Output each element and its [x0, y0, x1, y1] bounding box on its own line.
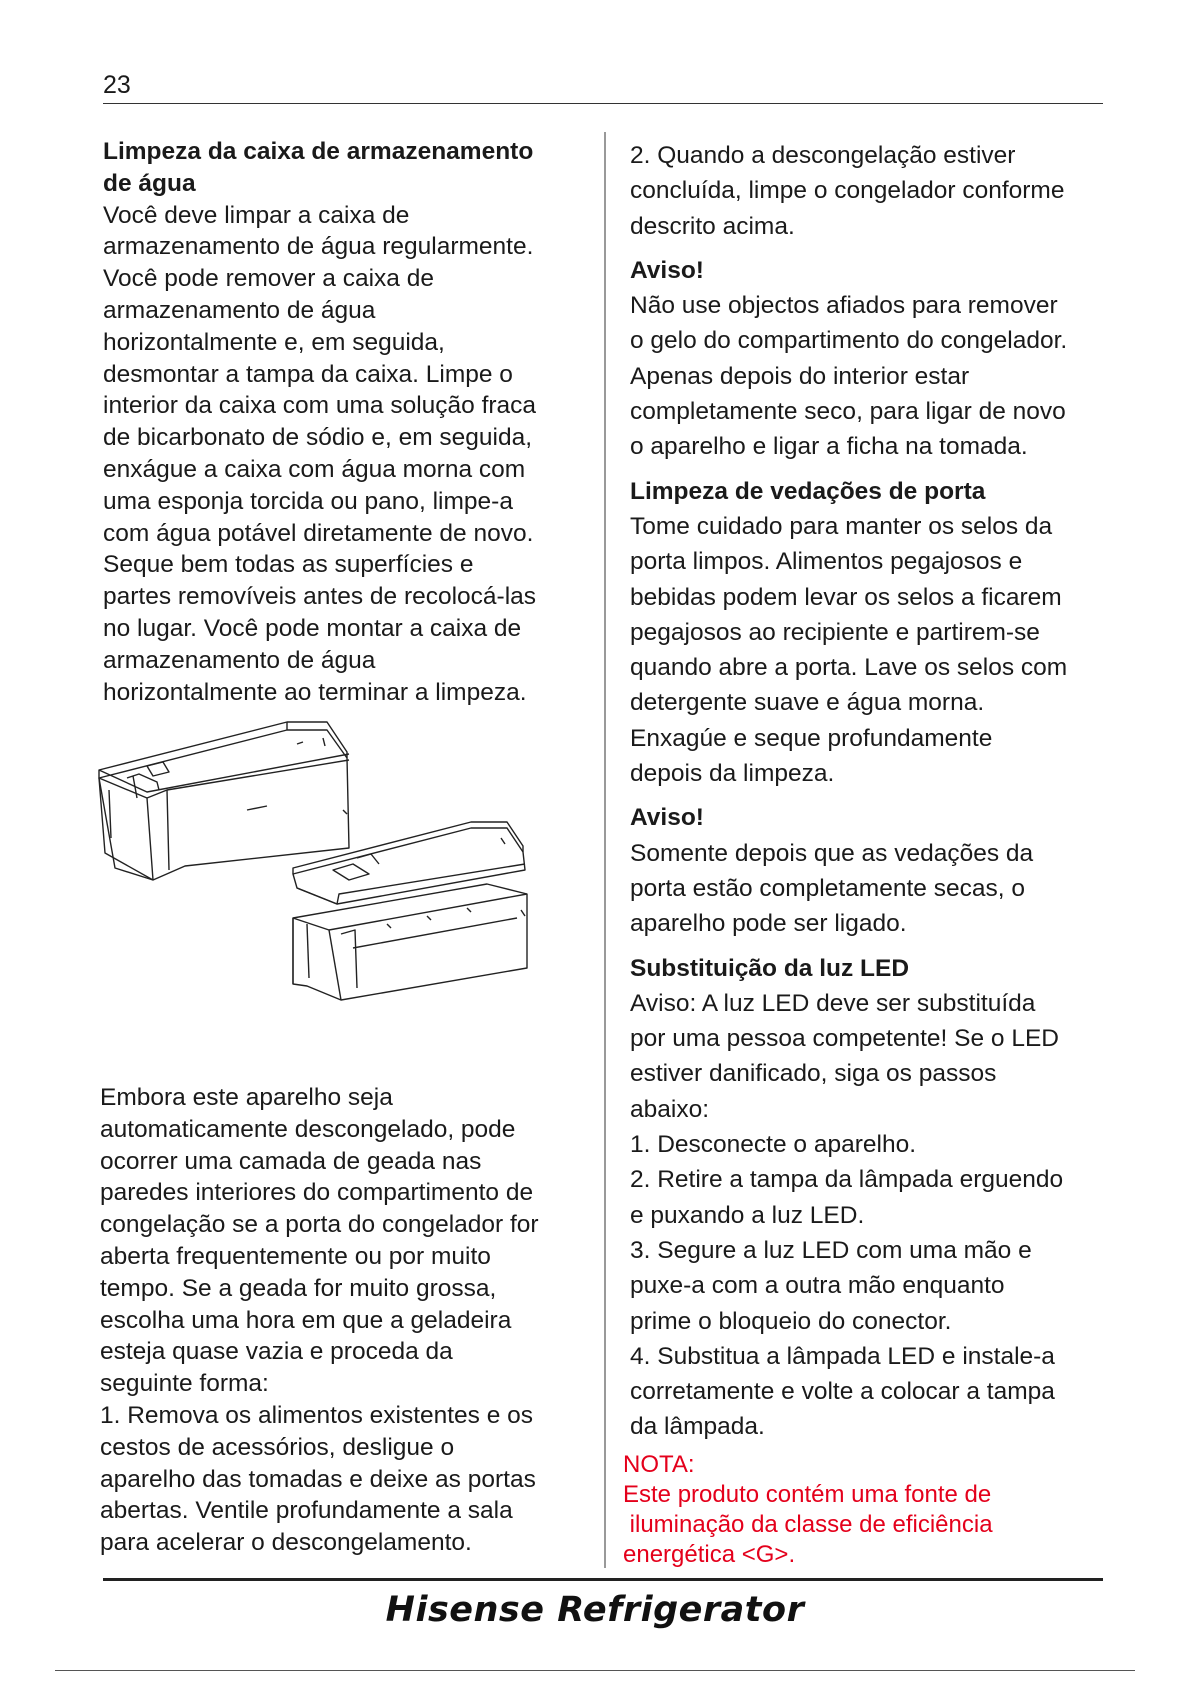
- text-line: horizontalmente ao terminar a limpeza.: [103, 678, 527, 706]
- text-line: esteja quase vazia e proceda da: [100, 1338, 453, 1366]
- text-line: partes removíveis antes de recolocá-las: [103, 583, 537, 611]
- text-line: Apenas depois do interior estar: [630, 362, 970, 390]
- note-paragraph: [623, 1480, 1103, 1570]
- text-line: porta estão completamente secas, o: [630, 874, 1025, 902]
- assembled-box-drawing: [99, 722, 349, 880]
- text-line: aparelho pode ser ligado.: [630, 910, 907, 938]
- text-line: Enxagúe e seque profundamente: [630, 724, 993, 752]
- column-divider: [604, 132, 606, 1568]
- text-line: escolha uma hora em que a geladeira: [100, 1306, 512, 1334]
- text-line: descrito acima.: [630, 212, 795, 240]
- step-2-paragraph: [630, 138, 1105, 244]
- text-line: desmontar a tampa da caixa. Limpe o: [103, 360, 513, 388]
- text-line: 2. Retire a tampa da lâmpada erguendo: [630, 1166, 1064, 1194]
- door-seals-paragraph: [630, 509, 1105, 791]
- text-line: automaticamente descongelado, pode: [100, 1115, 516, 1143]
- page-number: 23: [103, 71, 131, 99]
- text-line: paredes interiores do compartimento de: [100, 1179, 534, 1207]
- warning-1-title: Aviso!: [630, 256, 704, 284]
- text-line: estiver danificado, siga os passos: [630, 1060, 997, 1088]
- step-2-block: [630, 138, 1105, 244]
- text-line: 4. Substitua a lâmpada LED e instale-a: [630, 1342, 1055, 1370]
- footer-divider: [103, 1578, 1103, 1581]
- text-line: Aviso: A luz LED deve ser substituída: [630, 989, 1036, 1017]
- text-line: tempo. Se a geada for muito grossa,: [100, 1274, 497, 1302]
- water-box-illustration: [97, 718, 567, 1078]
- text-line: no lugar. Você pode montar a caixa de: [103, 614, 522, 642]
- defrost-paragraph: [100, 1082, 590, 1559]
- warning-1-block: [630, 253, 1105, 465]
- text-line: porta limpos. Alimentos pegajosos e: [630, 548, 1023, 576]
- text-line: ocorrer uma camada de geada nas: [100, 1147, 482, 1175]
- text-line: Tome cuidado para manter os selos da: [630, 512, 1053, 540]
- page-bottom-rule: [55, 1670, 1135, 1671]
- text-line: Seque bem todas as superfícies e: [103, 551, 474, 579]
- text-line: armazenamento de água: [103, 296, 376, 324]
- left-column-bottom: [100, 1082, 590, 1559]
- text-line: iluminação da classe de eficiência: [623, 1511, 993, 1538]
- text-line: corretamente e volte a colocar a tampa: [630, 1378, 1055, 1406]
- text-line: quando abre a porta. Lave os selos com: [630, 654, 1068, 682]
- text-line: aparelho das tomadas e deixe as portas: [100, 1465, 536, 1493]
- warning-2-title: Aviso!: [630, 804, 704, 832]
- text-line: da lâmpada.: [630, 1413, 765, 1441]
- warning-2-paragraph: [630, 836, 1105, 942]
- text-line: cestos de acessórios, desligue o: [100, 1433, 455, 1461]
- text-line: 3. Segure a luz LED com uma mão e: [630, 1236, 1032, 1264]
- text-line: o gelo do compartimento do congelador.: [630, 327, 1068, 355]
- heading-line: Limpeza da caixa de armazenamento: [103, 138, 534, 165]
- text-line: para acelerar o descongelamento.: [100, 1529, 472, 1557]
- text-line: 1. Remova os alimentos existentes e os: [100, 1401, 534, 1429]
- text-line: depois da limpeza.: [630, 760, 835, 788]
- led-replacement-block: [630, 951, 1105, 1445]
- text-line: seguinte forma:: [100, 1370, 269, 1398]
- header-divider: [103, 103, 1103, 104]
- text-line: uma esponja torcida ou pano, limpe-a: [103, 487, 513, 515]
- text-line: Embora este aparelho seja: [100, 1084, 393, 1111]
- text-line: enxágue a caixa com água morna com: [103, 455, 526, 483]
- note-title: NOTA:: [623, 1451, 695, 1478]
- right-column: [630, 138, 1105, 1454]
- text-line: concluída, limpe o congelador conforme: [630, 177, 1065, 205]
- text-line: armazenamento de água: [103, 646, 376, 674]
- door-seals-block: [630, 474, 1105, 792]
- text-line: Este produto contém uma fonte de: [623, 1481, 992, 1508]
- text-line: Somente depois que as vedações da: [630, 839, 1034, 867]
- text-line: por uma pessoa competente! Se o LED: [630, 1025, 1060, 1053]
- water-box-paragraph: [103, 200, 585, 709]
- text-line: 2. Quando a descongelação estiver: [630, 142, 1016, 169]
- text-line: Você pode remover a caixa de: [103, 265, 434, 293]
- text-line: aberta frequentemente ou por muito: [100, 1242, 491, 1270]
- warning-2-block: [630, 800, 1105, 941]
- text-line: e puxando a luz LED.: [630, 1201, 865, 1229]
- text-line: abaixo:: [630, 1095, 710, 1123]
- left-column-top: [103, 136, 585, 708]
- text-line: completamente seco, para ligar de novo: [630, 398, 1066, 426]
- text-line: de bicarbonato de sódio e, em seguida,: [103, 424, 533, 452]
- text-line: bebidas podem levar os selos a ficarem: [630, 583, 1062, 611]
- text-line: armazenamento de água regularmente.: [103, 233, 534, 261]
- text-line: horizontalmente e, em seguida,: [103, 328, 445, 356]
- led-replacement-paragraph: [630, 986, 1105, 1445]
- section-heading-water-box: [103, 136, 585, 200]
- text-line: detergente suave e água morna.: [630, 689, 985, 717]
- text-line: abertas. Ventile profundamente a sala: [100, 1497, 513, 1525]
- heading-line: de água: [103, 169, 196, 197]
- text-line: interior da caixa com uma solução fraca: [103, 392, 537, 420]
- text-line: congelação se a porta do congelador for: [100, 1211, 539, 1239]
- warning-1-paragraph: [630, 288, 1105, 464]
- text-line: puxe-a com a outra mão enquanto: [630, 1272, 1005, 1300]
- text-line: o aparelho e ligar a ficha na tomada.: [630, 433, 1028, 461]
- text-line: com água potável diretamente de novo.: [103, 519, 534, 547]
- text-line: energética <G>.: [623, 1541, 796, 1568]
- text-line: prime o bloqueio do conector.: [630, 1307, 952, 1335]
- text-line: Não use objectos afiados para remover: [630, 292, 1058, 320]
- brand-title: Hisense Refrigerator: [385, 1590, 805, 1630]
- text-line: Você deve limpar a caixa de: [103, 201, 410, 229]
- text-line: 1. Desconecte o aparelho.: [630, 1131, 917, 1159]
- text-line: pegajosos ao recipiente e partirem-se: [630, 618, 1040, 646]
- energy-class-note: [623, 1450, 1103, 1570]
- door-seals-title: Limpeza de vedações de porta: [630, 477, 986, 505]
- led-replacement-title: Substituição da luz LED: [630, 954, 910, 982]
